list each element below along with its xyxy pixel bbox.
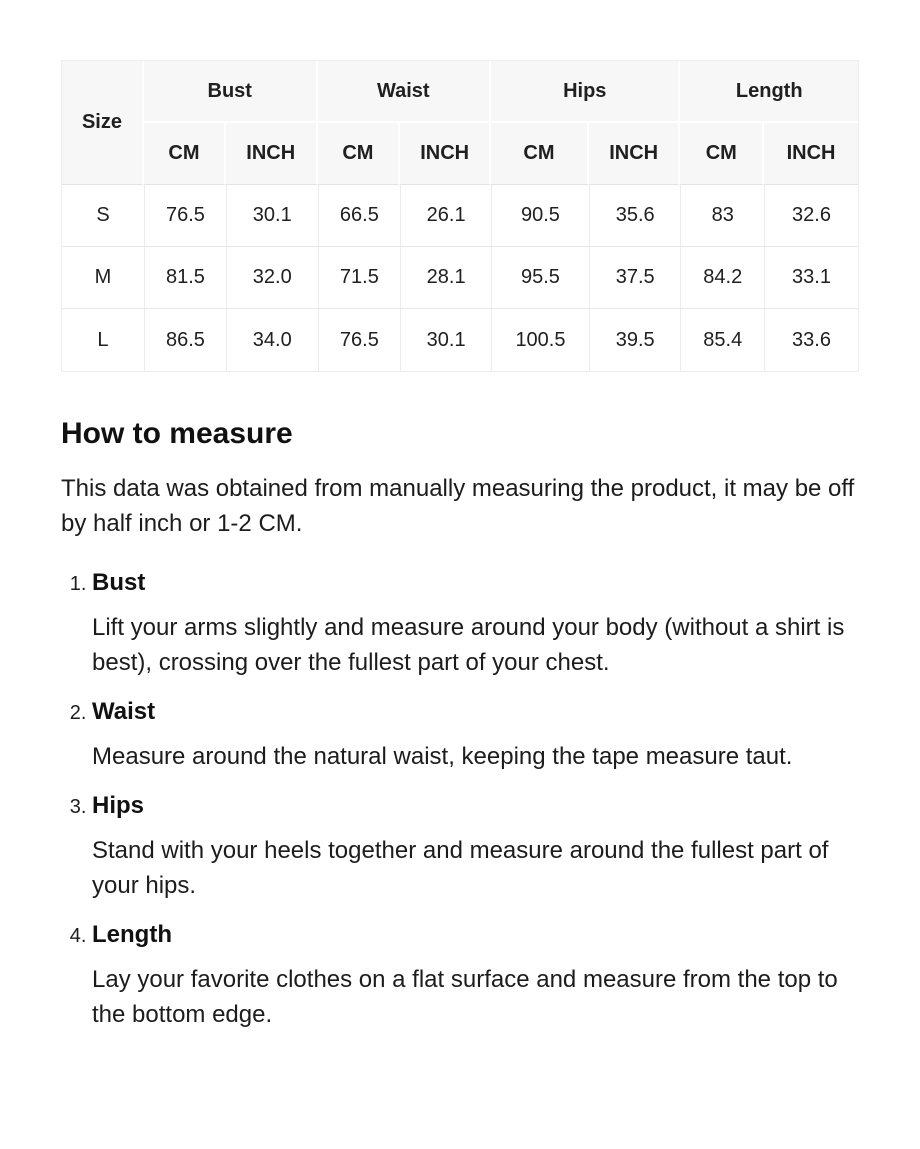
bust-inch-cell: 30.1: [226, 185, 318, 247]
length-cm-cell: 83: [680, 185, 764, 247]
step-title: 4. Length: [92, 921, 172, 948]
table-group-header-row: [62, 61, 858, 123]
table-row-size-l: [62, 309, 858, 371]
hips-inch-cell: 35.6: [589, 185, 681, 247]
length-group-header: Length: [680, 61, 858, 123]
bust-inch-header: INCH: [226, 123, 318, 185]
waist-cm-cell: 71.5: [318, 247, 401, 309]
step-description: Stand with your heels together and measure around the fullest part of your hips.: [92, 837, 829, 899]
length-inch-cell: 32.6: [764, 185, 858, 247]
measure-intro-text: This data was obtained from manually measuring the product, it may be off by half inch or 1-2 CM.: [61, 475, 855, 537]
step-item-hips: [92, 792, 859, 903]
waist-cm-header: CM: [318, 123, 401, 185]
bust-group-header: Bust: [144, 61, 318, 123]
waist-cm-cell: 66.5: [318, 185, 401, 247]
waist-inch-cell: 28.1: [400, 247, 491, 309]
how-to-measure-heading: How to measure: [61, 417, 293, 450]
step-description: Lift your arms slightly and measure around your body (without a shirt is best), crossing over the fullest part of your chest.: [92, 614, 845, 676]
size-cell: L: [62, 309, 144, 371]
step-title: 2. Waist: [92, 698, 156, 725]
bust-cm-header: CM: [144, 123, 226, 185]
length-inch-header: INCH: [764, 123, 858, 185]
bust-cm-cell: 86.5: [144, 309, 226, 371]
waist-cm-cell: 76.5: [318, 309, 401, 371]
size-cell: S: [62, 185, 144, 247]
step-item-waist: [92, 698, 859, 774]
hips-cm-header: CM: [491, 123, 589, 185]
length-cm-cell: 84.2: [680, 247, 764, 309]
step-description: Lay your favorite clothes on a flat surface and measure from the top to the bottom edge.: [92, 966, 838, 1028]
length-cm-cell: 85.4: [680, 309, 764, 371]
hips-inch-cell: 37.5: [589, 247, 681, 309]
length-inch-cell: 33.1: [764, 247, 858, 309]
bust-inch-cell: 34.0: [226, 309, 318, 371]
step-title: 3. Hips: [92, 792, 145, 819]
measure-steps-list: [61, 569, 859, 1032]
table-row-size-s: [62, 185, 858, 247]
length-cm-header: CM: [680, 123, 764, 185]
size-column-header: Size: [62, 61, 144, 185]
hips-inch-header: INCH: [589, 123, 681, 185]
size-chart-table: [61, 60, 859, 372]
hips-group-header: Hips: [491, 61, 680, 123]
hips-inch-cell: 39.5: [589, 309, 681, 371]
step-item-bust: [92, 569, 859, 680]
size-cell: M: [62, 247, 144, 309]
table-row-size-m: [62, 247, 858, 309]
table-unit-header-row: [62, 123, 858, 185]
step-description: Measure around the natural waist, keeping the tape measure taut.: [92, 743, 793, 770]
waist-group-header: Waist: [318, 61, 492, 123]
bust-inch-cell: 32.0: [226, 247, 318, 309]
length-inch-cell: 33.6: [764, 309, 858, 371]
hips-cm-cell: 95.5: [491, 247, 589, 309]
step-item-length: [92, 921, 859, 1032]
waist-inch-cell: 26.1: [400, 185, 491, 247]
hips-cm-cell: 100.5: [491, 309, 589, 371]
waist-inch-cell: 30.1: [400, 309, 491, 371]
step-title: 1. Bust: [92, 569, 146, 596]
bust-cm-cell: 76.5: [144, 185, 226, 247]
waist-inch-header: INCH: [400, 123, 491, 185]
hips-cm-cell: 90.5: [491, 185, 589, 247]
bust-cm-cell: 81.5: [144, 247, 226, 309]
